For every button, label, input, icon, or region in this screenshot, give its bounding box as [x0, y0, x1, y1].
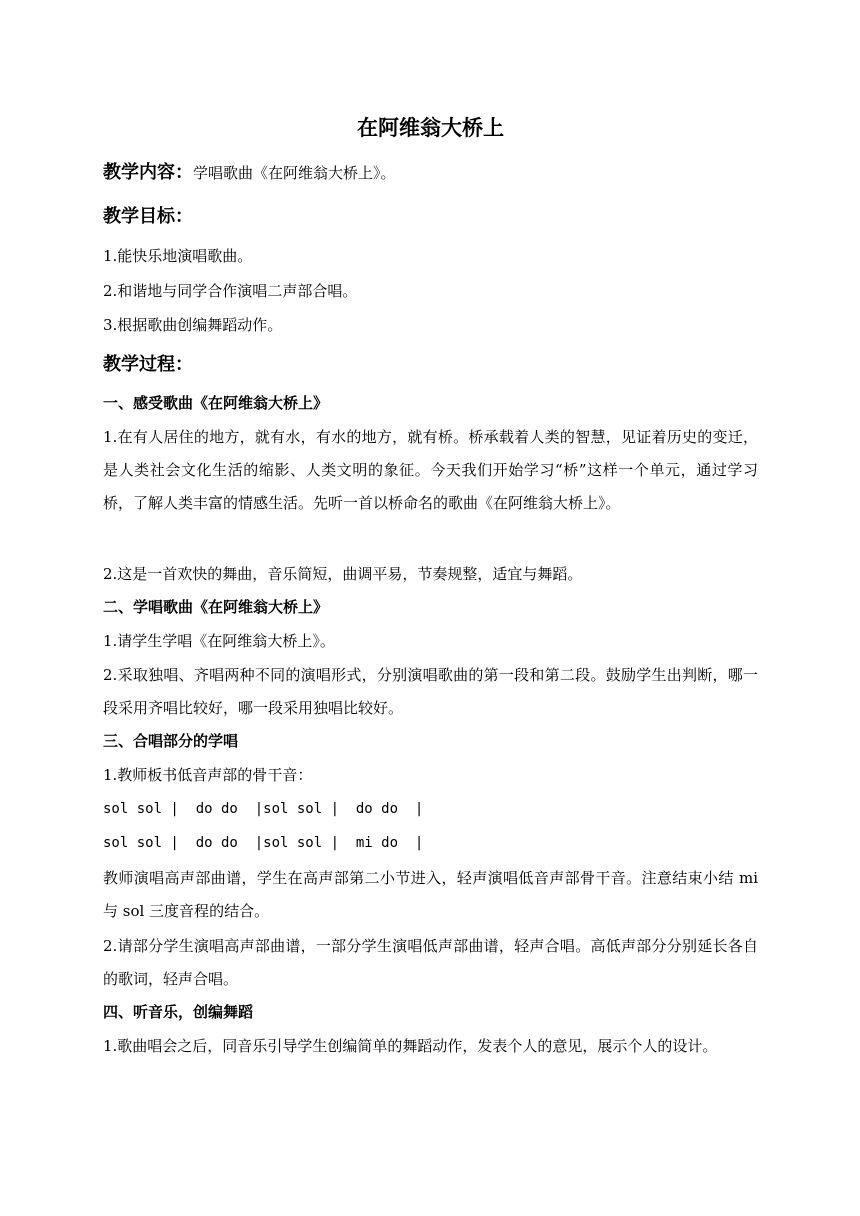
paragraph: 2.这是一首欢快的舞曲，音乐简短，曲调平易，节奏规整，适宜与舞蹈。 — [103, 565, 583, 583]
section-heading: 一、感受歌曲《在阿维翁大桥上》 — [103, 394, 329, 412]
paragraph: 1.请学生学唱《在阿维翁大桥上》。 — [103, 632, 335, 650]
paragraph: 1.在有人居住的地方，就有水，有水的地方，就有桥。桥承载着人类的智慧，见证着历史的变迁，是人类社会文化生活的缩影、人类文明的象征。今天我们开始学习“桥”这样一个单元，通过学习桥，了解人类丰富的情感生活。先听一首以桥命名的歌曲《在阿维翁大桥上》。 — [103, 428, 758, 512]
document-title: 在阿维翁大桥上 — [357, 116, 504, 140]
goal-item: 2.和谐地与同学合作演唱二声部合唱。 — [103, 282, 358, 300]
process-heading: 教学过程： — [103, 354, 193, 375]
paragraph: 1.教师板书低音声部的骨干音： — [103, 766, 313, 784]
goals-heading: 教学目标： — [103, 206, 193, 227]
goal-item: 3.根据歌曲创编舞蹈动作。 — [103, 316, 283, 334]
teaching-content-line — [103, 162, 758, 184]
paragraph: 2.采取独唱、齐唱两种不同的演唱形式，分别演唱歌曲的第一段和第二段。鼓励学生出判断，哪一段采用齐唱比较好，哪一段采用独唱比较好。 — [103, 666, 758, 717]
goal-item: 1.能快乐地演唱歌曲。 — [103, 247, 253, 265]
teaching-content-text: 学唱歌曲《在阿维翁大桥上》。 — [193, 164, 396, 182]
section-heading: 四、听音乐，创编舞蹈 — [103, 1003, 254, 1021]
teaching-content-label: 教学内容： — [103, 162, 193, 183]
section-heading: 二、学唱歌曲《在阿维翁大桥上》 — [103, 598, 329, 616]
paragraph: 1.歌曲唱会之后，同音乐引导学生创编简单的舞蹈动作，发表个人的意见，展示个人的设计。 — [103, 1037, 718, 1055]
paragraph: 教师演唱高声部曲谱，学生在高声部第二小节进入，轻声演唱低音声部骨干音。注意结束小结 mi 与 sol 三度音程的结合。 — [103, 869, 758, 920]
notation-line: sol sol | do do |sol sol | mi do | — [103, 835, 424, 851]
paragraph: 2.请部分学生演唱高声部曲谱，一部分学生演唱低声部曲谱，轻声合唱。高低声部分分别延长各自的歌词，轻声合唱。 — [103, 937, 758, 988]
notation-line: sol sol | do do |sol sol | do do | — [103, 801, 424, 817]
section-heading: 三、合唱部分的学唱 — [103, 732, 239, 750]
